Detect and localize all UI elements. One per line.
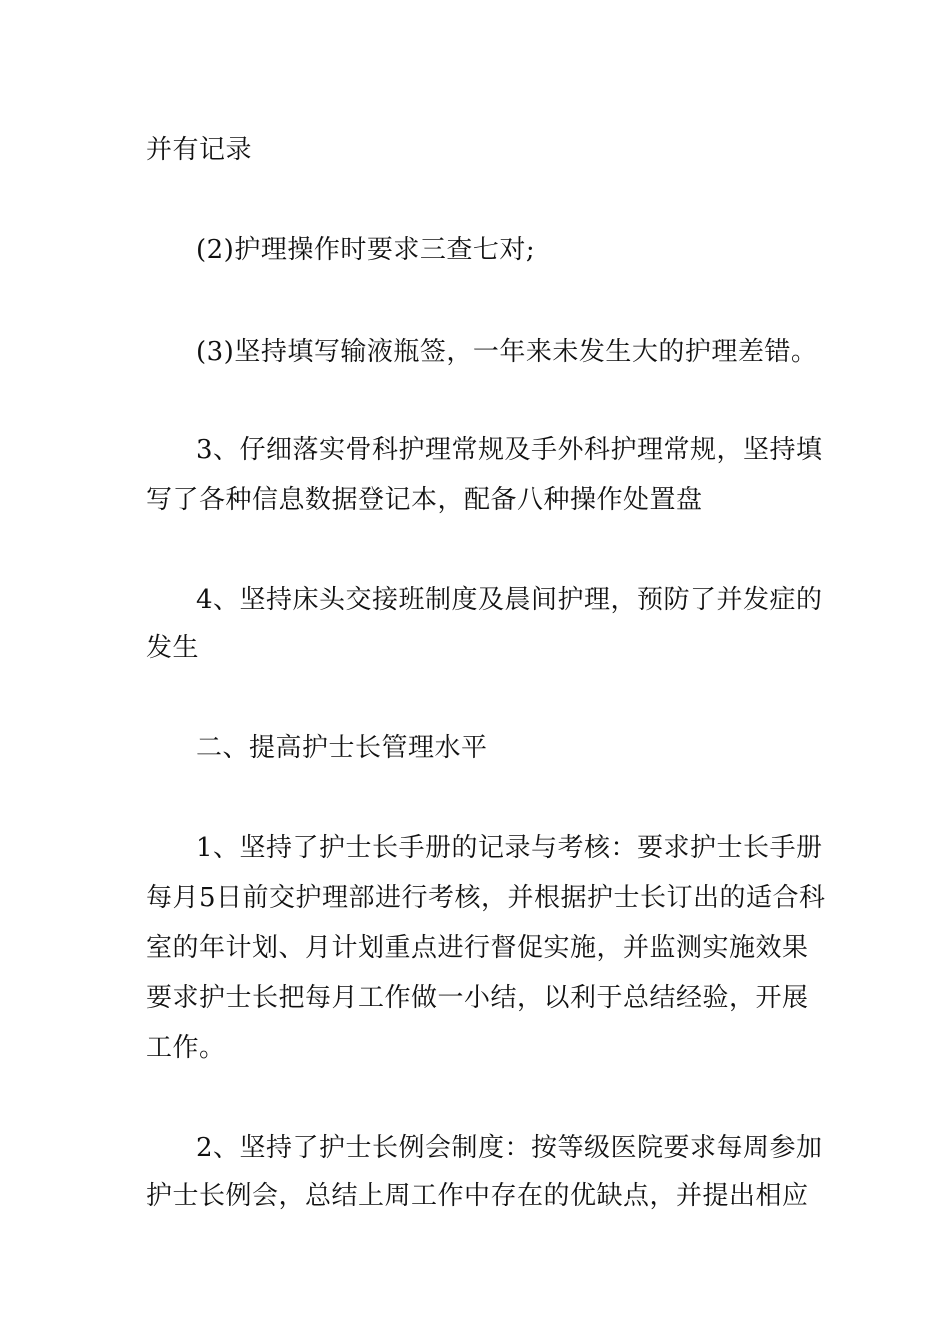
paragraph-line: 工作。 [146, 1033, 226, 1063]
paragraph-line: 每月5日前交护理部进行考核，并根据护士长订出的适合科 [146, 883, 826, 913]
section-heading: 二、提高护士长管理水平 [196, 733, 488, 763]
list-item-line: (2)护理操作时要求三查七对; [196, 235, 536, 265]
paragraph-line: 要求护士长把每月工作做一小结，以利于总结经验，开展 [146, 983, 809, 1013]
paragraph-line: 护士长例会，总结上周工作中存在的优缺点，并提出相应 [146, 1181, 809, 1211]
paragraph-first-line: 3、仔细落实骨科护理常规及手外科护理常规，坚持填 [196, 435, 823, 465]
paragraph-first-line: 1、坚持了护士长手册的记录与考核：要求护士长手册 [196, 833, 823, 863]
paragraph-line: 写了各种信息数据登记本，配备八种操作处置盘 [146, 485, 703, 515]
paragraph-first-line: 2、坚持了护士长例会制度：按等级医院要求每周参加 [196, 1133, 823, 1163]
paragraph-line: 室的年计划、月计划重点进行督促实施，并监测实施效果 [146, 933, 809, 963]
list-item-line: (3)坚持填写输液瓶签，一年来未发生大的护理差错。 [196, 337, 818, 367]
paragraph-line: 发生 [146, 633, 200, 663]
paragraph-first-line: 4、坚持床头交接班制度及晨间护理，预防了并发症的 [196, 585, 823, 615]
paragraph-continuation-line: 并有记录 [146, 135, 253, 165]
